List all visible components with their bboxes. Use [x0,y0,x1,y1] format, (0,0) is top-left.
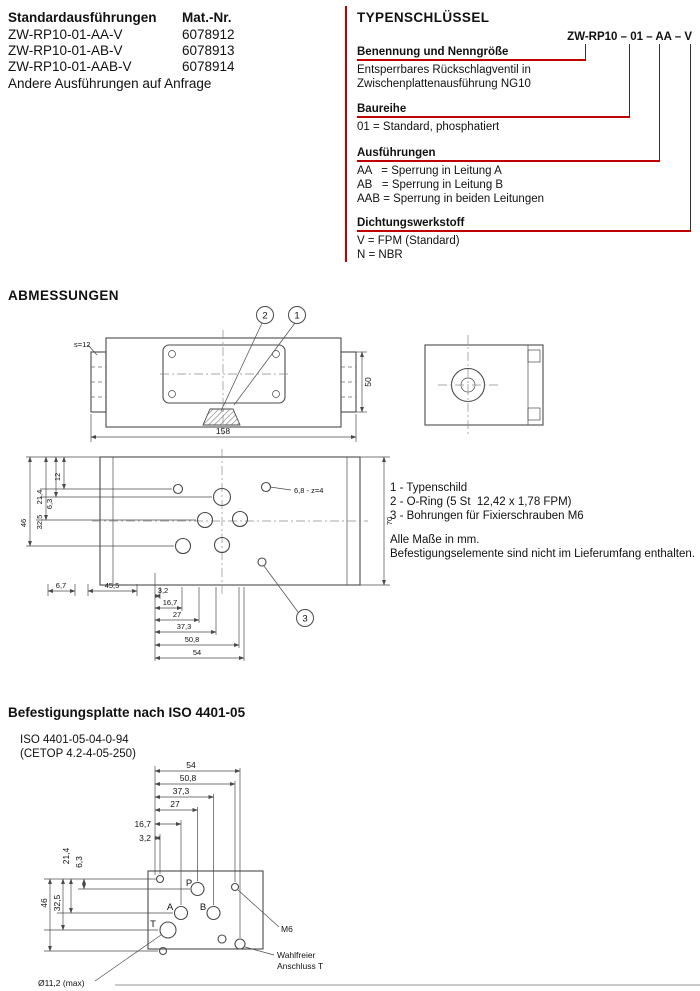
typekey-connector [585,44,586,59]
cetop-code: (CETOP 4.2-4-05-250) [20,748,136,760]
diameter-label: Ø11,2 (max) [38,978,85,988]
dim-50-8-label: 50,8 [184,635,200,644]
benennung-rule [357,59,586,61]
dim-27-label: 27 [172,610,182,619]
dimension-drawings [0,305,700,700]
baureihe-heading: Baureihe [357,103,407,115]
plate-dim-3-2: 3,2 [139,833,151,843]
oring-boss-hatch [203,409,240,425]
typekey-connector [659,44,660,160]
ausfuehrungen-heading: Ausführungen [357,147,436,159]
ausfuehrungen-rule [357,160,660,162]
plate-dim-16-7: 16,7 [134,819,151,829]
port-t-label: T [150,919,156,930]
baureihe-line1: 01 = Standard, phosphatiert [357,121,500,133]
dichtung-rule [357,230,691,232]
plate-annotations [38,890,323,988]
plate-left-dimensions [39,847,193,951]
ausfuehrungen-line3: AAB = Sperrung in beiden Leitungen [357,193,545,205]
matnr-column-title: Mat.-Nr. [182,10,232,25]
dim-6-7-label: 6,7 [55,581,67,590]
port-p-label: P [185,878,193,889]
typekey-connector [690,44,691,230]
hole-spec-label: 6,8 - z=4 [294,486,324,495]
typekey-connector [629,44,630,116]
dichtung-heading: Dichtungswerkstoff [357,217,465,229]
dim-45-5-label: 45,5 [104,581,120,590]
callout-balloons [221,307,306,412]
note-units: Alle Maße in mm. [390,534,480,546]
matnr-cell: 6078913 [182,43,235,58]
dim-50-label: 50 [363,377,373,387]
dim-32-5-label: 32,5 [35,514,44,530]
dim-16-7-label: 16,7 [162,598,178,607]
legend-item-3: 3 - Bohrungen für Fixierschrauben M6 [390,510,584,522]
benennung-heading: Benennung und Nenngröße [357,46,509,58]
matnr-cell: 6078912 [182,27,235,42]
baureihe-rule [357,116,630,118]
optional-t-label-2: Anschluss T [277,961,324,971]
type-cell: ZW-RP10-01-AB-V [8,43,123,58]
dim-158-label: 158 [215,426,231,436]
dichtung-line2: N = NBR [357,249,403,261]
callout-1-label: 1 [294,310,300,322]
port-a-label: A [166,902,174,913]
type-cell: ZW-RP10-01-AAB-V [8,59,132,74]
port-b-label: B [199,902,207,913]
dim-12-label: 12 [53,472,62,482]
benennung-line2: Zwischenplattenausführung NG10 [357,78,531,90]
dim-70-label: 70 [385,516,394,526]
dim-21-4-label: 21,4 [35,489,44,505]
optional-t-label-1: Wahlfreier [277,950,316,960]
front-view-drawing [74,330,373,442]
other-versions-note: Andere Ausführungen auf Anfrage [8,76,212,91]
ausfuehrungen-line1: AA = Sperrung in Leitung A [357,165,502,177]
legend-item-1: 1 - Typenschild [390,482,468,494]
note-mounting: Befestigungselemente sind nicht im Lieferumfang enthalten. [390,548,695,560]
iso-code: ISO 4401-05-04-0-94 [20,734,129,746]
typekey-title: TYPENSCHLÜSSEL [357,10,490,25]
dim-46-label: 46 [19,518,28,528]
plate-dim-27: 27 [170,799,180,809]
callout-2-label: 2 [262,310,268,322]
abmessungen-title: ABMESSUNGEN [8,288,119,303]
ausfuehrungen-line2: AB = Sperrung in Leitung B [357,179,504,191]
dim-3-2-label: 3,2 [157,586,169,595]
typekey-divider [345,6,347,262]
mounting-plate-drawing [0,758,700,991]
plate-dim-21-4: 21,4 [61,847,71,865]
m6-label: M6 [281,924,293,934]
standard-versions-title: Standardausführungen [8,10,157,25]
dim-37-3-label: 37,3 [176,622,192,631]
dim-s12-label: s=12 [74,340,91,349]
plate-dim-50-8: 50,8 [179,773,197,783]
legend-item-2: 2 - O-Ring (5 St 12,42 x 1,78 FPM) [390,496,572,508]
dichtung-line1: V = FPM (Standard) [357,235,460,247]
plate-dim-6-3: 6,3 [74,856,84,868]
typekey-code: ZW-RP10 – 01 – AA – V [567,31,692,43]
plate-dim-54: 54 [186,760,196,770]
plate-dim-46: 46 [39,898,49,908]
benennung-line1: Entsperrbares Rückschlagventil in [357,64,531,76]
plate-dim-32-5: 32,5 [52,894,62,912]
type-cell: ZW-RP10-01-AA-V [8,27,123,42]
dim-6-3-label: 6,3 [45,498,54,510]
end-view-drawing [425,335,543,435]
mounting-plate-title: Befestigungsplatte nach ISO 4401-05 [8,705,246,720]
plate-dim-37-3: 37,3 [172,786,190,796]
matnr-cell: 6078914 [182,59,235,74]
dim-54-label: 54 [192,648,202,657]
callout-3-label: 3 [302,613,308,625]
top-view-drawing [19,449,394,661]
